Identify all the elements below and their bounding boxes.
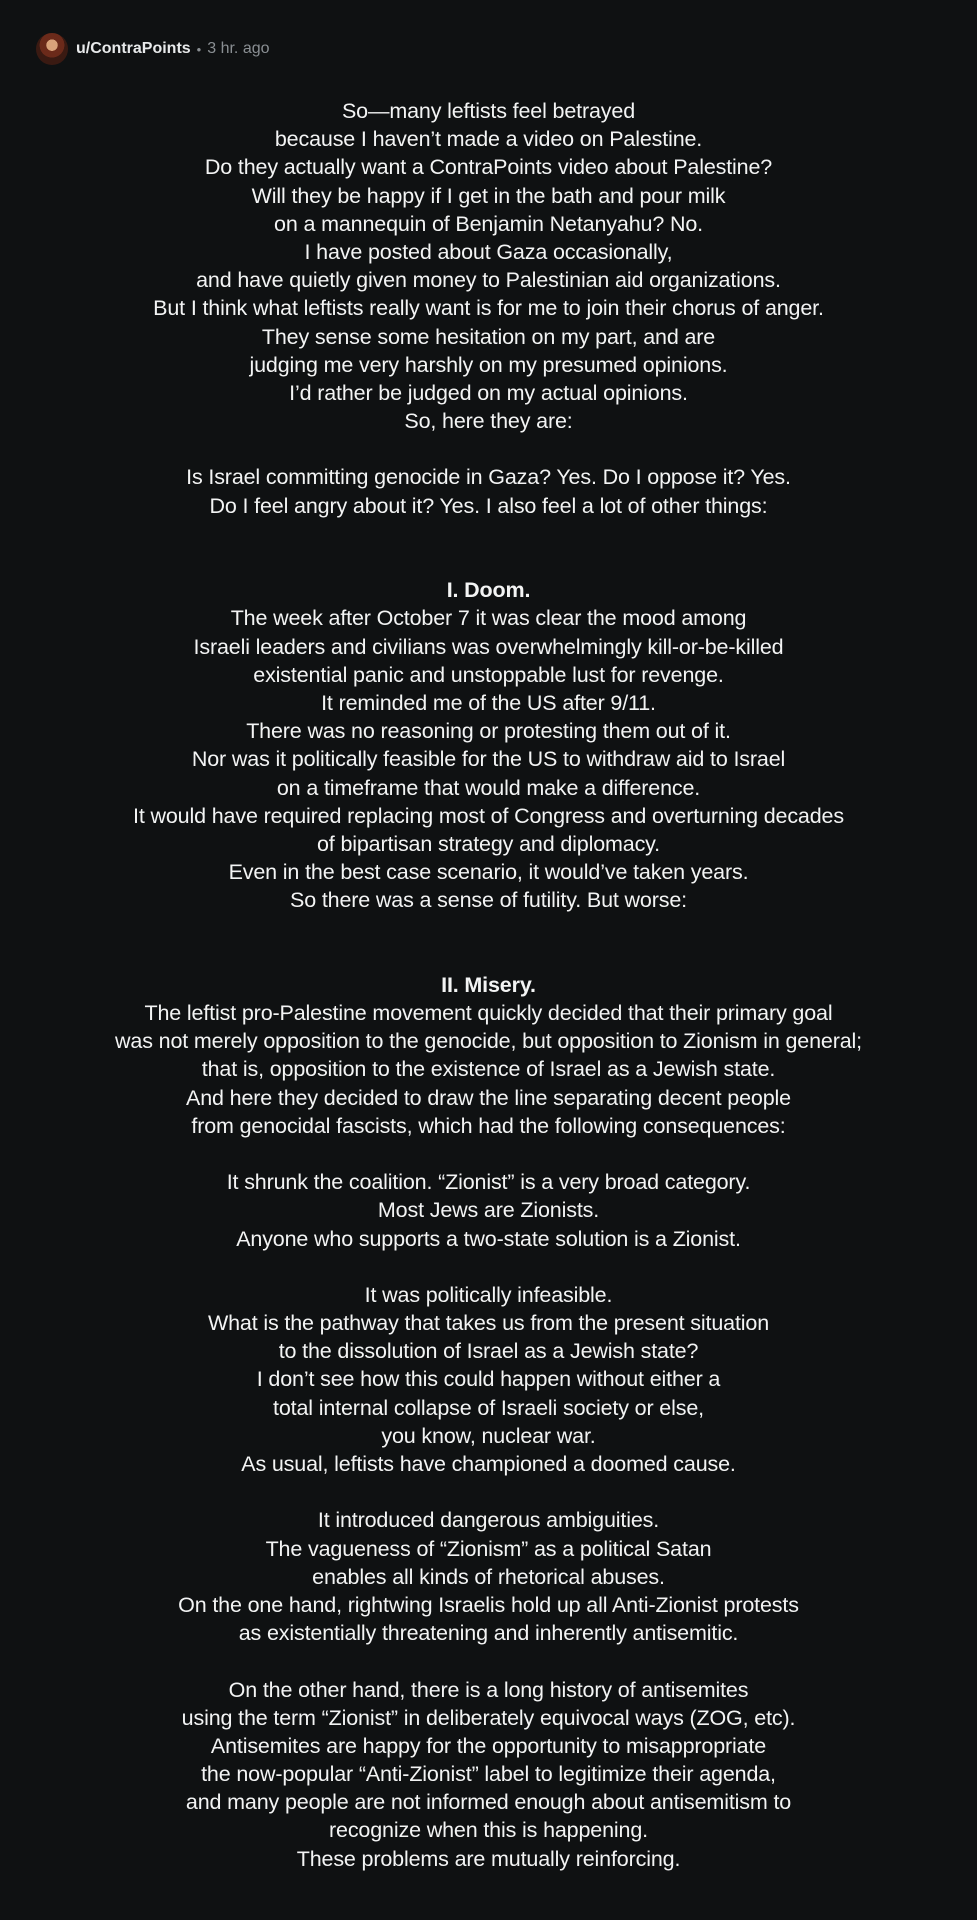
username[interactable]: u/ContraPoints xyxy=(76,40,191,57)
post-text-line: What is the pathway that takes us from the present situation xyxy=(207,1311,770,1336)
post-text-line: existential panic and unstoppable lust for revenge. xyxy=(253,662,724,687)
post-text-line: It reminded me of the US after 9/11. xyxy=(321,690,656,715)
post-text-line: and have quietly given money to Palestinian aid organizations. xyxy=(196,268,781,293)
blank-line xyxy=(0,1140,977,1168)
post-text-line: from genocidal fascists, which had the following consequences: xyxy=(191,1113,786,1138)
post-text-line: These problems are mutually reinforcing. xyxy=(296,1846,681,1871)
post-text-line: Do I feel angry about it? Yes. I also feel a lot of other things: xyxy=(209,493,768,518)
post-text-line: As usual, leftists have championed a doomed cause. xyxy=(241,1452,736,1476)
blank-line xyxy=(0,1478,977,1506)
post-text-line: So—many leftists feel betrayed xyxy=(341,99,636,123)
post-text-line: So there was a sense of futility. But worse: xyxy=(290,888,687,913)
post-text-line: Even in the best case scenario, it would’ve taken years. xyxy=(228,860,749,885)
post-text-line: total internal collapse of Israeli society or else, xyxy=(273,1395,704,1420)
post-text-line: The leftist pro-Palestine movement quickly decided that their primary goal xyxy=(144,1001,833,1025)
post-body xyxy=(0,97,977,1873)
post-text-line: So, here they are: xyxy=(404,409,573,434)
post-text-line: judging me very harshly on my presumed opinions. xyxy=(249,352,728,377)
post-text-line: recognize when this is happening. xyxy=(329,1818,648,1843)
post-text-line: the now-popular “Anti-Zionist” label to legitimize their agenda, xyxy=(201,1762,776,1787)
post-text-line: And here they decided to draw the line separating decent people xyxy=(186,1085,791,1110)
blank-line xyxy=(0,520,977,548)
post-text-line: to the dissolution of Israel as a Jewish state? xyxy=(278,1339,699,1364)
post-text-line: because I haven’t made a video on Palestine. xyxy=(274,127,703,152)
post-text-line: as existentially threatening and inherently antisemitic. xyxy=(238,1621,739,1646)
post-text-line: was not merely opposition to the genocide, but opposition to Zionism in general; xyxy=(115,1029,862,1054)
post-header xyxy=(36,32,270,66)
post-text-line: I don’t see how this could happen without either a xyxy=(256,1367,721,1392)
post-text-line: They sense some hesitation on my part, and are xyxy=(261,324,716,349)
post-timestamp: 3 hr. ago xyxy=(207,40,270,57)
post-text-line: I’d rather be judged on my actual opinions. xyxy=(289,380,688,405)
avatar[interactable] xyxy=(36,33,68,65)
post-text-line: Will they be happy if I get in the bath and pour milk xyxy=(251,183,726,208)
post-text-line: There was no reasoning or protesting them out of it. xyxy=(246,719,731,744)
post-text-line: But I think what leftists really want is for me to join their chorus of anger. xyxy=(153,296,824,321)
post-text-line: enables all kinds of rhetorical abuses. xyxy=(312,1564,665,1589)
post-text-line: of bipartisan strategy and diplomacy. xyxy=(316,831,661,856)
post-text-line: I have posted about Gaza occasionally, xyxy=(304,239,673,264)
post-text-line: On the other hand, there is a long history of antisemites xyxy=(228,1677,749,1702)
post-text-line: Antisemites are happy for the opportunity to misappropriate xyxy=(210,1733,767,1758)
blank-line xyxy=(0,548,977,576)
blank-line xyxy=(0,914,977,942)
post-text-line: that is, opposition to the existence of Israel as a Jewish state. xyxy=(201,1057,776,1082)
section-heading: I. Doom. xyxy=(446,578,531,603)
blank-line xyxy=(0,1253,977,1281)
post-text-line: Is Israel committing genocide in Gaza? Yes. Do I oppose it? Yes. xyxy=(186,465,791,490)
post-text-line: you know, nuclear war. xyxy=(381,1423,596,1448)
post-text-line: The vagueness of “Zionism” as a political Satan xyxy=(265,1536,712,1561)
blank-line xyxy=(0,1647,977,1675)
post-text-line: and many people are not informed enough about antisemitism to xyxy=(185,1790,792,1815)
blank-line xyxy=(0,435,977,463)
post-text-line: On the one hand, rightwing Israelis hold up all Anti-Zionist protests xyxy=(178,1592,799,1617)
post-text-line: It would have required replacing most of Congress and overturning decades xyxy=(133,803,844,828)
post-text-line: Most Jews are Zionists. xyxy=(377,1198,600,1223)
post-text-line: Nor was it politically feasible for the US to withdraw aid to Israel xyxy=(191,747,786,772)
post-text-line: It was politically infeasible. xyxy=(364,1282,613,1307)
post-text-line: It shrunk the coalition. “Zionist” is a very broad category. xyxy=(226,1170,751,1195)
post-text-line: Anyone who supports a two-state solution is a Zionist. xyxy=(236,1226,741,1251)
post-text-line: on a timeframe that would make a difference. xyxy=(276,775,701,800)
post-text-line: Israeli leaders and civilians was overwhelmingly kill-or-be-killed xyxy=(193,634,784,659)
post-text-line: The week after October 7 it was clear the mood among xyxy=(230,606,747,631)
section-heading: II. Misery. xyxy=(441,972,536,997)
separator-dot: • xyxy=(196,41,202,57)
post-text-line: on a mannequin of Benjamin Netanyahu? No. xyxy=(274,211,703,236)
post-text-line: Do they actually want a ContraPoints video about Palestine? xyxy=(204,155,773,180)
post-text-line: It introduced dangerous ambiguities. xyxy=(317,1508,660,1533)
blank-line xyxy=(0,943,977,971)
post-text-line: using the term “Zionist” in deliberately equivocal ways (ZOG, etc). xyxy=(181,1705,796,1730)
